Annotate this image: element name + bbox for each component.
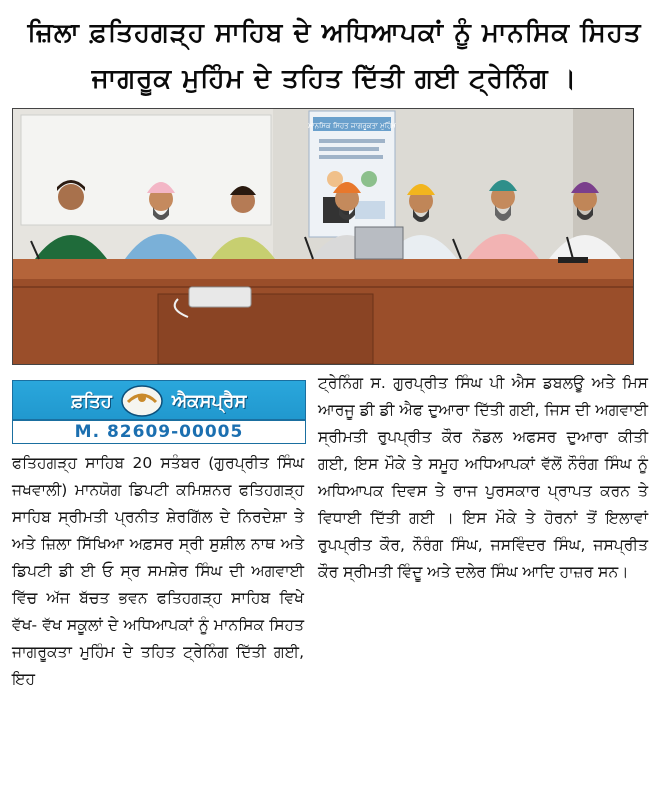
brand-name-left: ਫ਼ਤਿਹ [71, 390, 112, 412]
headline-line-2: ਜਾਗਰੂਕ ਮੁਹਿੰਮ ਦੇ ਤਹਿਤ ਦਿੱਤੀ ਗਈ ਟ੍ਰੇਨਿੰਗ । [91, 64, 578, 94]
masthead-phone: M. 82609-00005 [13, 419, 305, 443]
headline [0, 10, 669, 102]
meeting-photo-illustration [13, 109, 633, 364]
globe-logo-icon [120, 384, 164, 418]
article-body-right: ਟ੍ਰੇਨਿੰਗ ਸ. ਗੁਰਪ੍ਰੀਤ ਸਿੰਘ ਪੀ ਐਸ ਡਬਲਊ ਅਤੇ ਮਿਸ ਆਰਜੂ ਡੀ ਡੀ ਐਫ ਦੁਆਰਾ ਦਿੱਤੀ ਗਈ, ਜਿਸ ਦੀ ਅਗਵਾਈ ਸ੍ਰੀਮਤੀ ਰੁਪਪ੍ਰੀਤ ਕੌਰ ਨੋਡਲ ਅਫਸਰ ਦੁਆਰਾ ਕੀਤੀ ਗਈ, ਇਸ ਮੌਕੇ ਤੇ ਸਮੂਹ ਅਧਿਆਪਕਾਂ ਵੱਲੋਂ ਨੌਰੰਗ ਸਿੰਘ ਨੂੰ ਅਧਿਆਪਕ ਦਿਵਸ ਤੇ ਰਾਜ ਪੁਰਸਕਾਰ ਪ੍ਰਾਪਤ ਕਰਨ ਤੇ ਵਿਧਾਈ ਦਿੱਤੀ ਗਈ । ਇਸ ਮੌਕੇ ਤੇ ਹੋਰਨਾਂ ਤੋਂ ਇਲਾਵਾਂ ਰੁਪਪ੍ਰੀਤ ਕੌਰ, ਨੌਰੰਗ ਸਿੰਘ, ਜਸਵਿੰਦਰ ਸਿੰਘ, ਜਸਪ੍ਰੀਤ ਕੌਰ ਸ੍ਰੀਮਤੀ ਵਿੰਦੂ ਅਤੇ ਦਲੇਰ ਸਿੰਘ ਆਦਿ ਹਾਜ਼ਰ ਸਨ। [318, 374, 648, 581]
article-body-left: ਫਤਿਹਗੜ੍ਹ ਸਾਹਿਬ 20 ਸਤੰਬਰ (ਗੁਰਪ੍ਰੀਤ ਸਿੰਘ ਜਖਵਾਲੀ) ਮਾਨਯੋਗ ਡਿਪਟੀ ਕਮਿਸ਼ਨਰ ਫਤਿਹਗੜ੍ਹ ਸਾਹਿਬ ਸ੍ਰੀਮਤੀ ਪ੍ਰਨੀਤ ਸ਼ੇਰਗਿੱਲ ਦੇ ਨਿਰਦੇਸ਼ਾ ਤੇ ਅਤੇ ਜ਼ਿਲਾ ਸਿੱਖਿਆ ਅਫ਼ਸਰ ਸ੍ਰੀ ਸੁਸ਼ੀਲ ਨਾਥ ਅਤੇ ਡਿਪਟੀ ਡੀ ਈ ਓ ਸ੍ਰ ਸਮਸ਼ੇਰ ਸਿੰਘ ਦੀ ਅਗਵਾਈ ਵਿੱਚ ਅੱਜ ਬੱਚਤ ਭਵਨ ਫਤਿਹਗੜ੍ਹ ਸਾਹਿਬ ਵਿਖੇ ਵੱਖ- ਵੱਖ ਸਕੂਲਾਂ ਦੇ ਅਧਿਆਪਕਾਂ ਨੂੰ ਮਾਨਸਿਕ ਸਿਹਤ ਜਾਗਰੂਕਤਾ ਮੁਹਿੰਮ ਦੇ ਤਹਿਤ ਟ੍ਰੇਨਿੰਗ ਦਿੱਤੀ ਗਈ, ਇਹ [12, 454, 304, 688]
poster-title: ਮਾਨਸਿਕ ਸਿਹਤ ਜਾਗਰੂਕਤਾ ਮੁਹਿੰਮ [308, 122, 396, 130]
news-photo [12, 108, 634, 365]
brand-name-right: ਐਕਸਪ੍ਰੈਸ [171, 390, 247, 412]
newspaper-masthead [12, 380, 306, 444]
headline-line-1: ਜ਼ਿਲਾ ਫ਼ਤਿਹਗੜ੍ਹ ਸਾਹਿਬ ਦੇ ਅਧਿਆਪਕਾਂ ਨੂੰ ਮਾਨਸਿਕ ਸਿਹਤ [27, 18, 642, 48]
